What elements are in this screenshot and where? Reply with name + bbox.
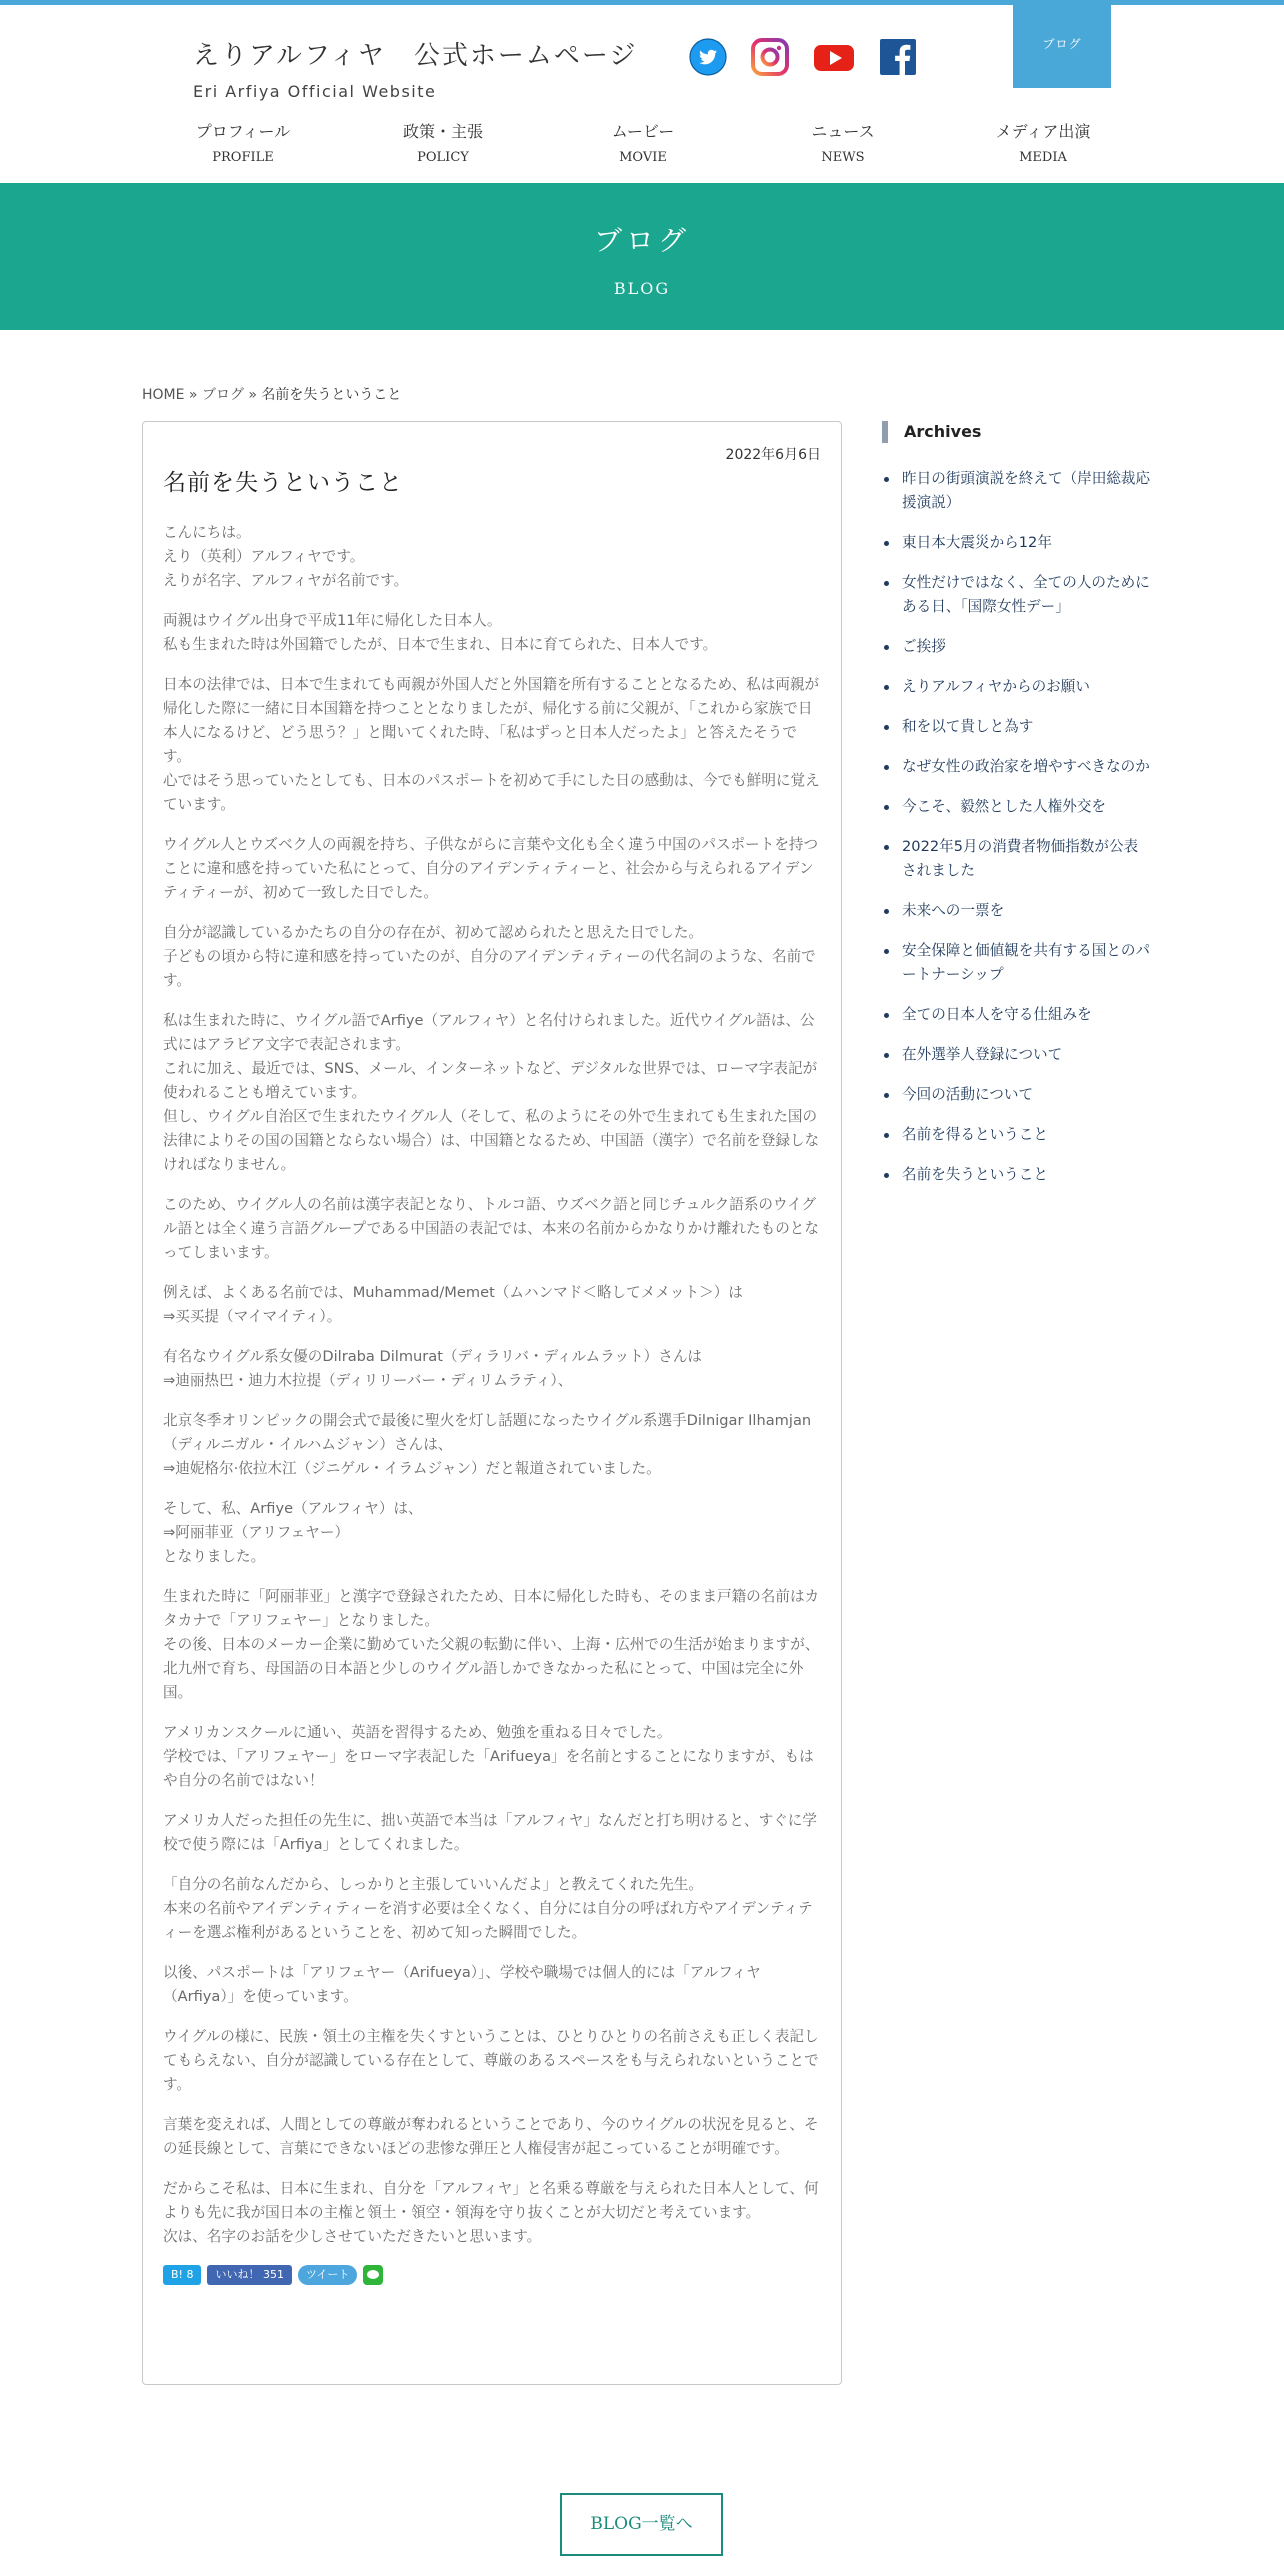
article-paragraph: 言葉を変えれば、人間としての尊厳が奪われるということであり、今のウイグルの状況を見ると、その延長線として、言葉にできないほどの悲惨な弾圧と人権侵害が起こっていることが明確です。 bbox=[163, 2116, 819, 2157]
instagram-icon[interactable] bbox=[750, 37, 790, 77]
page-banner bbox=[0, 183, 1284, 330]
hatena-bookmark-button[interactable]: B! 8 bbox=[163, 2265, 201, 2285]
banner-title: ブログ bbox=[593, 224, 690, 257]
archive-link[interactable]: なぜ女性の政治家を増やすべきなのか bbox=[882, 755, 1152, 779]
archive-link[interactable]: 未来への一票を bbox=[882, 899, 1152, 923]
nav-item-profile[interactable] bbox=[193, 119, 293, 165]
nav-item-news[interactable] bbox=[793, 119, 893, 165]
breadcrumb-home[interactable]: HOME bbox=[142, 387, 185, 403]
sidebar bbox=[882, 421, 1152, 1203]
social-links bbox=[688, 37, 918, 77]
article-body bbox=[163, 521, 821, 2249]
archive-link[interactable]: 東日本大震災から12年 bbox=[882, 531, 1152, 555]
nav-label-en: PROFILE bbox=[212, 150, 274, 165]
article-paragraph: 例えば、よくある名前では、Muhammad/Memet（ムハンマド＜略してメメット＞）は ⇒买买提（マイマイティ）。 bbox=[163, 1284, 743, 1325]
blog-list-button[interactable]: BLOG一覧へ bbox=[560, 2493, 723, 2556]
nav-item-policy[interactable] bbox=[393, 119, 493, 165]
site-header bbox=[0, 5, 1284, 183]
facebook-like-button[interactable]: いいね！ 351 bbox=[207, 2265, 292, 2285]
archives-heading: Archives bbox=[882, 421, 1152, 443]
tweet-button[interactable]: ツイート bbox=[298, 2265, 357, 2285]
archive-link[interactable]: 女性だけではなく、全ての人のためにある日、「国際女性デー」 bbox=[882, 571, 1152, 619]
header-blog-button[interactable]: ブログ bbox=[1013, 5, 1111, 88]
banner-subtitle: BLOG bbox=[613, 279, 671, 298]
nav-label-en: POLICY bbox=[417, 150, 469, 165]
archive-link[interactable]: 在外選挙人登録について bbox=[882, 1043, 1152, 1067]
article-paragraph: 「自分の名前なんだから、しっかりと主張していいんだよ」と教えてくれた先生。 本来の名前やアイデンティティーを消す必要は全くなく、自分には自分の呼ばれ方やアイデンティティーを選ぶ権利があるということを、初めて知った瞬間でした。 bbox=[163, 1876, 813, 1941]
archive-list bbox=[882, 467, 1152, 1187]
nav-item-media[interactable] bbox=[993, 119, 1093, 165]
nav-label-jp: ニュース bbox=[811, 122, 875, 141]
share-buttons bbox=[163, 2265, 821, 2285]
global-nav bbox=[193, 119, 1093, 165]
archive-link[interactable]: 和を以て貴しと為す bbox=[882, 715, 1152, 739]
line-share-icon[interactable] bbox=[363, 2265, 383, 2285]
archive-link[interactable]: 今こそ、毅然とした人権外交を bbox=[882, 795, 1152, 819]
article-paragraph: 両親はウイグル出身で平成11年に帰化した日本人。 私も生まれた時は外国籍でしたが、日本で生まれ、日本に育てられた、日本人です。 bbox=[163, 612, 718, 653]
nav-label-jp: ムービー bbox=[611, 122, 675, 141]
article-paragraph: 生まれた時に「阿丽菲亚」と漢字で登録されたため、日本に帰化した時も、そのまま戸籍の名前はカタカナで「アリフェヤー」となりました。 その後、日本のメーカー企業に勤めていた父親の転勤に伴い、上海・広州での生活が始まりますが、北九州で育ち、母国語の日本語と少しのウイグル語しかできなかった私にとって、中国は完全に外国。 bbox=[163, 1588, 820, 1701]
blog-article bbox=[142, 421, 842, 2385]
article-paragraph: こんにちは。 えり（英利）アルフィヤです。 えりが名字、アルフィヤが名前です。 bbox=[163, 524, 409, 589]
site-title: えりアルフィヤ 公式ホームページ bbox=[193, 41, 638, 71]
article-paragraph: そして、私、Arfiye（アルフィヤ）は、 ⇒阿丽菲亚（アリフェヤー） となりました。 bbox=[163, 1500, 423, 1565]
archive-link[interactable]: 昨日の街頭演説を終えて（岸田総裁応援演説） bbox=[882, 467, 1152, 515]
breadcrumb bbox=[142, 384, 401, 404]
archive-link[interactable]: 安全保障と価値観を共有する国とのパートナーシップ bbox=[882, 939, 1152, 987]
archive-link[interactable]: 名前を失うということ bbox=[882, 1163, 1152, 1187]
breadcrumb-blog[interactable]: ブログ bbox=[201, 387, 244, 403]
article-paragraph: アメリカンスクールに通い、英語を習得するため、勉強を重ねる日々でした。 学校では、「アリフェヤー」をローマ字表記した「Arifueya」を名前とすることになりますが、もはや自分の名前ではない！ bbox=[163, 1724, 814, 1789]
article-date: 2022年6月6日 bbox=[725, 447, 821, 463]
article-paragraph: 日本の法律では、日本で生まれても両親が外国人だと外国籍を所有することとなるため、私は両親が帰化した際に一緒に日本国籍を持つこととなりましたが、帰化する前に父親が、「これから家族で日本人になるけど、どう思う？」と聞いてくれた時、「私はずっと日本人だったよ」と答えたそうです。 心ではそう思っていたとしても、日本のパスポートを初めて手にした日の感動は、今でも鮮明に覚えています。 bbox=[163, 676, 820, 813]
nav-label-en: NEWS bbox=[821, 150, 865, 165]
nav-label-jp: メディア出演 bbox=[995, 122, 1091, 141]
nav-label-jp: 政策・主張 bbox=[402, 122, 483, 141]
article-paragraph: だからこそ私は、日本に生まれ、自分を「アルフィヤ」と名乗る尊厳を与えられた日本人として、何よりも先に我が国日本の主権と領土・領空・領海を守り抜くことが大切だと考えています。 次は、名字のお話を少しさせていただきたいと思います。 bbox=[163, 2180, 819, 2245]
breadcrumb-separator: » bbox=[243, 387, 262, 403]
archive-link[interactable]: 名前を得るということ bbox=[882, 1123, 1152, 1147]
facebook-icon[interactable] bbox=[878, 37, 918, 77]
youtube-icon[interactable] bbox=[812, 37, 856, 77]
archive-link[interactable]: えりアルフィヤからのお願い bbox=[882, 675, 1152, 699]
nav-label-jp: プロフィール bbox=[195, 122, 291, 141]
site-subtitle: Eri Arfiya Official Website bbox=[193, 82, 437, 101]
article-paragraph: 北京冬季オリンピックの開会式で最後に聖火を灯し話題になったウイグル系選手Dilnigar Ilhamjan（ディルニガル・イルハムジャン）さんは、 ⇒迪妮格尔·依拉木江（ジニゲル・イラムジャン）だと報道されていました。 bbox=[163, 1412, 812, 1477]
site-logo[interactable] bbox=[193, 35, 637, 101]
nav-label-en: MOVIE bbox=[619, 150, 667, 165]
nav-label-en: MEDIA bbox=[1019, 150, 1067, 165]
article-paragraph: ウイグル人とウズベク人の両親を持ち、子供ながらに言葉や文化も全く違う中国のパスポートを持つことに違和感を持っていた私にとって、自分のアイデンティティーと、社会から与えられるアイデンティティーが、初めて一致した日でした。 bbox=[163, 836, 819, 901]
article-title: 名前を失うということ bbox=[163, 470, 403, 496]
article-paragraph: アメリカ人だった担任の先生に、拙い英語で本当は「アルフィヤ」なんだと打ち明けると、すぐに学校で使う際には「Arfiya」としてくれました。 bbox=[163, 1812, 817, 1853]
article-paragraph: ウイグルの様に、民族・領土の主権を失くすということは、ひとりひとりの名前さえも正しく表記してもらえない、自分が認識している存在として、尊厳のあるスペースをも与えられないということです。 bbox=[163, 2028, 819, 2093]
twitter-icon[interactable] bbox=[688, 37, 728, 77]
archive-link[interactable]: 全ての日本人を守る仕組みを bbox=[882, 1003, 1152, 1027]
article-paragraph: 有名なウイグル系女優のDilraba Dilmurat（ディラリバ・ディルムラット）さんは ⇒迪丽热巴・迪力木拉提（ディリリーバー・ディリムラティ）、 bbox=[163, 1348, 703, 1389]
article-paragraph: 私は生まれた時に、ウイグル語でArfiye（アルフィヤ）と名付けられました。近代ウイグル語は、公式にはアラビア文字で表記されます。 これに加え、最近では、SNS、メール、インターネットなど、デジタルな世界では、ローマ字表記が使われることも増えています。 但し、ウイグル自治区で生まれたウイグル人（そして、私のようにその外で生まれても生まれた国の法律によりその国の国籍とならない場合）は、中国籍となるため、中国語（漢字）で名前を登録しなければなりません。 bbox=[163, 1012, 820, 1173]
archive-link[interactable]: 2022年5月の消費者物価指数が公表されました bbox=[882, 835, 1152, 883]
archive-link[interactable]: 今回の活動について bbox=[882, 1083, 1152, 1107]
article-paragraph: 自分が認識しているかたちの自分の存在が、初めて認められたと思えた日でした。 子どもの頃から特に違和感を持っていたのが、自分のアイデンティティーの代名詞のような、名前です。 bbox=[163, 924, 816, 989]
article-paragraph: このため、ウイグル人の名前は漢字表記となり、トルコ語、ウズベク語と同じチュルク語系のウイグル語とは全く違う言語グループである中国語の表記では、本来の名前からかなりかけ離れたものとなってしまいます。 bbox=[163, 1196, 819, 1261]
nav-item-movie[interactable] bbox=[593, 119, 693, 165]
article-paragraph: 以後、パスポートは「アリフェヤー（Arifueya）」、学校や職場では個人的には「アルフィヤ（Arfiya）」を使っています。 bbox=[163, 1964, 761, 2005]
archive-link[interactable]: ご挨拶 bbox=[882, 635, 1152, 659]
breadcrumb-separator: » bbox=[184, 387, 202, 403]
breadcrumb-current: 名前を失うということ bbox=[261, 387, 402, 403]
